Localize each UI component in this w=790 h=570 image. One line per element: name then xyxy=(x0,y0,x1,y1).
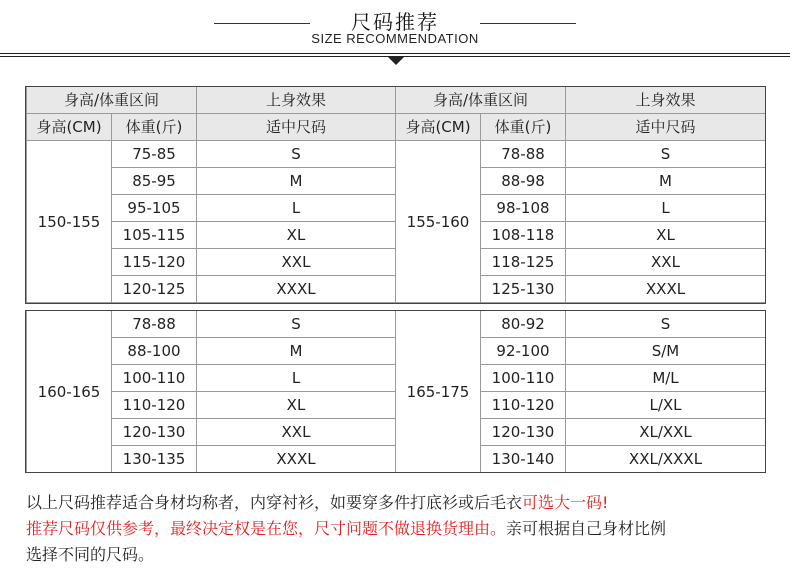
size-cell: M/L xyxy=(566,365,766,392)
header-weight: 体重(斤) xyxy=(112,114,197,141)
height-range: 165-175 xyxy=(396,311,481,473)
size-cell: M xyxy=(197,338,396,365)
down-arrow-icon xyxy=(388,57,404,65)
weight-cell: 110-120 xyxy=(112,392,197,419)
size-cell: XXL xyxy=(197,249,396,276)
title-right-rule xyxy=(480,23,576,24)
height-range: 155-160 xyxy=(396,141,481,303)
note-line-1 xyxy=(26,490,776,516)
weight-cell: 80-92 xyxy=(481,311,566,338)
weight-cell: 78-88 xyxy=(481,141,566,168)
height-range: 160-165 xyxy=(27,311,112,473)
header-weight: 体重(斤) xyxy=(481,114,566,141)
size-notes xyxy=(26,490,776,568)
size-cell: XXL/XXXL xyxy=(566,446,766,473)
weight-cell: 130-135 xyxy=(112,446,197,473)
size-cell: XL xyxy=(197,222,396,249)
weight-cell: 120-130 xyxy=(112,419,197,446)
size-cell: L xyxy=(197,195,396,222)
weight-cell: 100-110 xyxy=(112,365,197,392)
weight-cell: 130-140 xyxy=(481,446,566,473)
title-left-rule xyxy=(214,23,310,24)
weight-cell: 95-105 xyxy=(112,195,197,222)
weight-cell: 92-100 xyxy=(481,338,566,365)
size-cell: S xyxy=(197,141,396,168)
size-cell: M xyxy=(197,168,396,195)
note-text: 亲可根据自己身材比例 xyxy=(506,519,667,538)
size-cell: S xyxy=(566,141,766,168)
weight-cell: 78-88 xyxy=(112,311,197,338)
header-effect-group: 上身效果 xyxy=(566,87,766,114)
size-cell: XXXL xyxy=(197,446,396,473)
size-cell: XL/XXL xyxy=(566,419,766,446)
header-range-group: 身高/体重区间 xyxy=(396,87,566,114)
note-line-2 xyxy=(26,516,776,542)
note-line-3 xyxy=(26,542,776,568)
size-cell: S/M xyxy=(566,338,766,365)
header-size: 适中尺码 xyxy=(566,114,766,141)
size-cell: XXL xyxy=(566,249,766,276)
size-cell: S xyxy=(566,311,766,338)
header-size: 适中尺码 xyxy=(197,114,396,141)
weight-cell: 118-125 xyxy=(481,249,566,276)
header-height: 身高(CM) xyxy=(27,114,112,141)
note-warning: 推荐尺码仅供参考，最终决定权是在您，尺寸问题不做退换货理由。 xyxy=(26,519,507,538)
note-text: 选择不同的尺码。 xyxy=(26,545,155,564)
weight-cell: 110-120 xyxy=(481,392,566,419)
header-height: 身高(CM) xyxy=(396,114,481,141)
size-cell: L xyxy=(566,195,766,222)
note-text: 以上尺码推荐适合身材均称者，内穿衬衫，如要穿多件打底衫或后毛衣 xyxy=(26,493,523,512)
page-title: 尺码推荐 xyxy=(351,10,439,34)
weight-cell: 125-130 xyxy=(481,276,566,303)
size-cell: XXL xyxy=(197,419,396,446)
size-cell: M xyxy=(566,168,766,195)
size-cell: XL xyxy=(197,392,396,419)
size-cell: XXXL xyxy=(197,276,396,303)
size-table-1 xyxy=(26,86,766,303)
weight-cell: 105-115 xyxy=(112,222,197,249)
size-table-2 xyxy=(26,310,766,473)
header-effect-group: 上身效果 xyxy=(197,87,396,114)
page-subtitle: SIZE RECOMMENDATION xyxy=(311,31,479,46)
weight-cell: 88-98 xyxy=(481,168,566,195)
weight-cell: 108-118 xyxy=(481,222,566,249)
weight-cell: 115-120 xyxy=(112,249,197,276)
weight-cell: 120-130 xyxy=(481,419,566,446)
size-cell: L/XL xyxy=(566,392,766,419)
weight-cell: 120-125 xyxy=(112,276,197,303)
size-cell: S xyxy=(197,311,396,338)
size-cell: XL xyxy=(566,222,766,249)
size-cell: XXXL xyxy=(566,276,766,303)
divider-top xyxy=(0,53,790,54)
note-warning: 可选大一码! xyxy=(522,493,609,512)
weight-cell: 85-95 xyxy=(112,168,197,195)
weight-cell: 88-100 xyxy=(112,338,197,365)
weight-cell: 75-85 xyxy=(112,141,197,168)
height-range: 150-155 xyxy=(27,141,112,303)
size-cell: L xyxy=(197,365,396,392)
weight-cell: 100-110 xyxy=(481,365,566,392)
weight-cell: 98-108 xyxy=(481,195,566,222)
header-range-group: 身高/体重区间 xyxy=(27,87,197,114)
